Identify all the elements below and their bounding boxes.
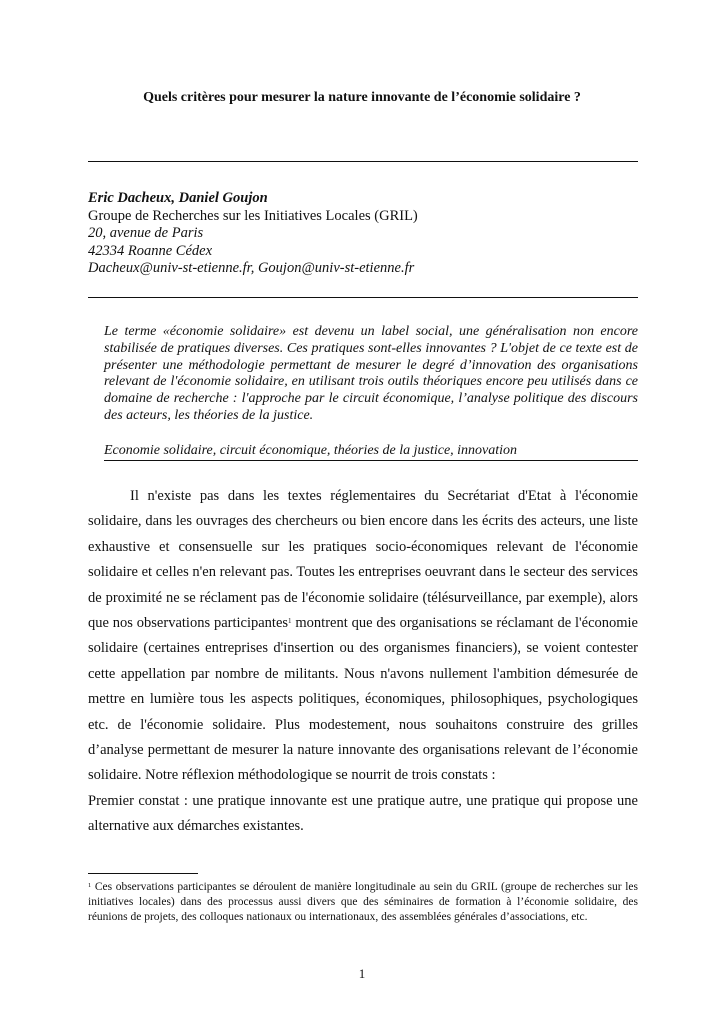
paper-title: Quels critères pour mesurer la nature innovante de l’économie solidaire ? xyxy=(143,90,581,105)
address-line-2: 42334 Roanne Cédex xyxy=(88,242,213,259)
footnote-rule xyxy=(88,873,198,874)
paragraph-1 xyxy=(88,484,638,789)
page-number: 1 xyxy=(358,966,366,981)
keywords: Economie solidaire, circuit économique, théories de la justice, innovation xyxy=(104,442,638,461)
footnote xyxy=(88,880,638,926)
footnote-reference[interactable]: 1 xyxy=(288,617,292,626)
footnote-text: Ces observations participantes se déroulent de manière longitudinale au sein du GRIL (groupe de recherches sur les initiatives locales) dans des processus aussi divers que des séminaires de formation à l’économie solidaire, des réunions de projets, des colloques nationaux ou internationaux, des assemblées générales d’associations, etc. xyxy=(88,881,638,924)
author-block xyxy=(88,190,418,278)
paragraph-2: Premier constat : une pratique innovante est une pratique autre, une pratique qui propose une alternative aux démarches existantes. xyxy=(88,792,638,835)
abstract: Le terme «économie solidaire» est devenu un label social, une généralisation non encore stabilisée de pratiques diverses. Ces pratiques sont-elles innovantes ? L'objet de ce texte est de présenter une méthodologie permettant de mesurer le degré d’innovation des organisations relevant de l'économie solidaire, en utilisant trois outils théoriques encore peu utilisés dans ce domaine de recherche : l'approche par le circuit économique, l’analyse politique des discours des acteurs, les théories de la justice. xyxy=(104,324,638,423)
address-line-1: 20, avenue de Paris xyxy=(88,225,204,241)
body-text xyxy=(88,484,638,840)
paragraph-1-part-1: Il n'existe pas dans les textes réglementaires du Secrétariat d'Etat à l'économie solidaire, dans les ouvrages des chercheurs ou bien encore dans les écrits des acteurs, une liste exhaustive et consensuelle sur les pratiques socio-économiques relevant de l'économie solidaire et celles n'en relevant pas. Toutes les entreprises oeuvrant dans le secteur des services de proximité ne se réclament pas de l'économie solidaire (télésurveillance, par exemple), alors que nos observations participantes xyxy=(88,488,638,632)
paragraph-1-part-2: montrent que des organisations se réclamant de l'économie solidaire (certaines entreprises d'insertion ou des organismes financiers), se voient contester cette appellation par nombre de militants. Nous n'avons nullement l'ambition démesurée de mettre en lumière tous les aspects politiques, économiques, philosophiques, psychologiques etc. de l'économie solidaire. Plus modestement, nous souhaitons construire des grilles d’analyse permettant de mesurer la nature innovante des organisations relevant de l’économie solidaire. Notre réflexion méthodologique se nourrit de trois constats : xyxy=(88,615,638,784)
affiliation: Groupe de Recherches sur les Initiatives Locales (GRIL) xyxy=(88,207,418,224)
footnote-marker: 1 xyxy=(88,882,92,889)
top-rule xyxy=(88,161,638,162)
author-emails: Dacheux@univ-st-etienne.fr, Goujon@univ-st-etienne.fr xyxy=(88,260,415,276)
author-rule xyxy=(88,297,638,298)
author-names: Eric Dacheux, Daniel Goujon xyxy=(88,190,268,206)
